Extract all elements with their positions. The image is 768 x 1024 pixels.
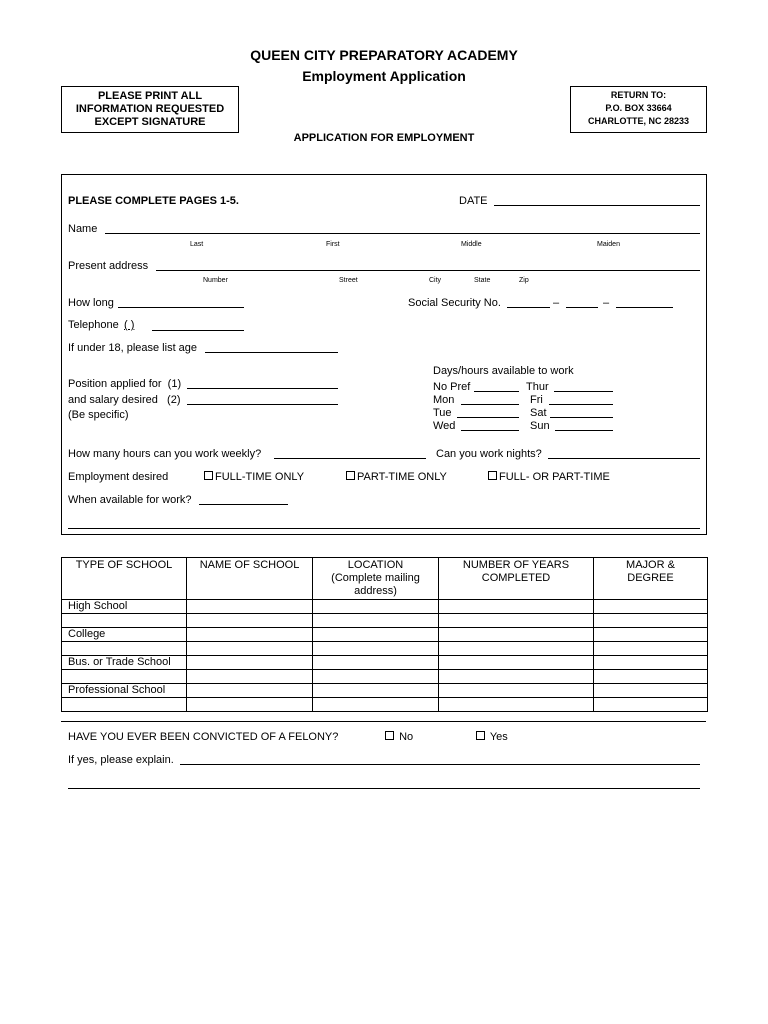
table-cell[interactable] (594, 600, 708, 614)
form-title: Employment Application (302, 68, 466, 84)
employment-desired-label: Employment desired (68, 471, 169, 483)
table-row (62, 698, 708, 712)
telephone-label: Telephone (68, 319, 119, 331)
under-18-label: If under 18, please list age (68, 342, 198, 354)
age-field[interactable] (205, 352, 338, 353)
major-degree-header: MAJOR & DEGREE (594, 558, 708, 600)
application-subtitle: APPLICATION FOR EMPLOYMENT (293, 132, 475, 144)
day-hours-field[interactable] (474, 391, 519, 392)
day-hours-field[interactable] (550, 417, 613, 418)
section-divider (61, 721, 706, 722)
name-label: Name (68, 223, 98, 235)
address-part-label: State (474, 277, 491, 284)
table-row (62, 642, 708, 656)
checkbox-icon (476, 731, 485, 740)
years-completed-header: NUMBER OF YEARS COMPLETED (439, 558, 594, 600)
table-cell[interactable] (187, 670, 313, 684)
table-cell[interactable] (439, 642, 594, 656)
table-cell[interactable] (313, 684, 439, 698)
table-cell[interactable] (187, 628, 313, 642)
address-label: Present address (68, 260, 149, 272)
felony-explain-field-2[interactable] (68, 788, 700, 789)
table-cell[interactable] (439, 656, 594, 670)
table-cell[interactable] (313, 670, 439, 684)
table-cell[interactable] (594, 628, 708, 642)
name-of-school-header: NAME OF SCHOOL (187, 558, 313, 600)
print-notice-box (61, 86, 239, 133)
felony-yes-label: Yes (489, 731, 508, 743)
telephone-field[interactable] (152, 330, 244, 331)
name-part-label: Middle (461, 241, 482, 248)
day-label: Sat (530, 407, 547, 419)
ssn-field-3[interactable] (616, 307, 673, 308)
extra-info-line[interactable] (68, 528, 700, 529)
part-time-label: PART-TIME ONLY (357, 471, 447, 483)
name-part-label: Last (190, 241, 204, 248)
table-cell[interactable] (187, 614, 313, 628)
school-type-cell: Professional School (62, 684, 187, 698)
table-cell[interactable] (594, 698, 708, 712)
school-type-cell (62, 698, 187, 712)
day-label: Tue (433, 407, 452, 419)
school-type-cell (62, 642, 187, 656)
print-notice-line: EXCEPT SIGNATURE (94, 116, 206, 128)
name-part-label: Maiden (597, 241, 620, 248)
table-row (62, 670, 708, 684)
checkbox-icon (346, 471, 355, 480)
address-part-label: Street (339, 277, 358, 284)
table-row (62, 656, 708, 670)
nights-label: Can you work nights? (436, 448, 542, 460)
full-time-label: FULL-TIME ONLY (215, 471, 305, 483)
full-or-part-time-option[interactable] (488, 471, 610, 483)
table-row (62, 628, 708, 642)
be-specific-note: (Be specific) (68, 409, 129, 421)
school-type-cell (62, 614, 187, 628)
felony-explain-label: If yes, please explain. (68, 754, 174, 766)
school-type-cell: College (62, 628, 187, 642)
table-cell[interactable] (439, 670, 594, 684)
checkbox-icon (488, 471, 497, 480)
table-cell[interactable] (439, 600, 594, 614)
ssn-field-1[interactable] (507, 307, 550, 308)
school-type-cell: High School (62, 600, 187, 614)
print-notice-line: PLEASE PRINT ALL (97, 90, 203, 102)
table-cell[interactable] (439, 614, 594, 628)
salary-label: and salary desired (2) (68, 394, 181, 406)
table-cell[interactable] (594, 656, 708, 670)
felony-question: HAVE YOU EVER BEEN CONVICTED OF A FELONY? (68, 731, 339, 743)
school-type-cell: Bus. or Trade School (62, 656, 187, 670)
table-cell[interactable] (313, 614, 439, 628)
table-cell[interactable] (439, 698, 594, 712)
name-field[interactable] (105, 233, 700, 234)
nights-field[interactable] (548, 458, 700, 459)
school-type-cell (62, 670, 187, 684)
date-label: DATE (459, 195, 488, 207)
table-row (62, 614, 708, 628)
day-hours-field[interactable] (555, 430, 613, 431)
hours-weekly-field[interactable] (274, 458, 426, 459)
felony-yes-option[interactable] (476, 731, 508, 743)
telephone-area-code[interactable]: ( ) (124, 319, 135, 331)
return-to-label: RETURN TO: (610, 90, 667, 100)
how-long-field[interactable] (118, 307, 244, 308)
day-hours-field[interactable] (461, 430, 519, 431)
ssn-label: Social Security No. (408, 297, 501, 309)
full-or-part-time-label: FULL- OR PART-TIME (499, 471, 610, 483)
day-label: Wed (433, 420, 456, 432)
table-row (62, 684, 708, 698)
table-cell[interactable] (187, 642, 313, 656)
position-field-2[interactable] (187, 404, 338, 405)
felony-explain-field[interactable] (180, 764, 700, 765)
school-name: QUEEN CITY PREPARATORY ACADEMY (250, 47, 518, 63)
address-field[interactable] (156, 270, 700, 271)
location-header: LOCATION (Complete mailing address) (313, 558, 439, 600)
table-cell[interactable] (594, 642, 708, 656)
name-part-label: First (326, 241, 340, 248)
address-part-label: Number (203, 277, 228, 284)
position-field-1[interactable] (187, 388, 338, 389)
table-cell[interactable] (187, 698, 313, 712)
when-available-label: When available for work? (68, 494, 192, 506)
day-hours-field[interactable] (457, 417, 519, 418)
table-cell[interactable] (439, 628, 594, 642)
print-notice-line: INFORMATION REQUESTED (75, 103, 225, 115)
checkbox-icon (385, 731, 394, 740)
table-cell[interactable] (594, 614, 708, 628)
table-row (62, 600, 708, 614)
table-cell[interactable] (187, 600, 313, 614)
felony-no-option[interactable] (385, 731, 413, 743)
day-label: No Pref (433, 381, 471, 393)
days-hours-label: Days/hours available to work (433, 365, 574, 377)
checkbox-icon (204, 471, 213, 480)
return-to-box (570, 86, 707, 133)
table-cell[interactable] (313, 642, 439, 656)
ssn-field-2[interactable] (566, 307, 598, 308)
part-time-option[interactable] (346, 471, 447, 483)
complete-pages-instruction: PLEASE COMPLETE PAGES 1-5. (68, 195, 239, 207)
hours-weekly-label: How many hours can you work weekly? (68, 448, 262, 460)
day-label: Thur (526, 381, 549, 393)
day-label: Sun (530, 420, 550, 432)
position-label: Position applied for (1) (68, 378, 182, 390)
table-cell[interactable] (187, 684, 313, 698)
return-address-line: P.O. BOX 33664 (605, 103, 672, 113)
address-part-label: Zip (519, 277, 529, 284)
table-cell[interactable] (313, 600, 439, 614)
address-part-label: City (429, 277, 442, 284)
table-cell[interactable] (313, 698, 439, 712)
table-cell[interactable] (313, 656, 439, 670)
day-label: Mon (433, 394, 455, 406)
when-available-field[interactable] (199, 504, 288, 505)
day-label: Fri (530, 394, 543, 406)
day-hours-field[interactable] (554, 391, 613, 392)
felony-no-label: No (399, 731, 414, 743)
type-of-school-header: TYPE OF SCHOOL (62, 558, 187, 600)
day-hours-field[interactable] (461, 404, 519, 405)
table-header-row (62, 558, 708, 600)
table-cell[interactable] (313, 628, 439, 642)
date-field[interactable] (494, 205, 700, 206)
table-cell[interactable] (594, 670, 708, 684)
how-long-label: How long (68, 297, 114, 309)
full-time-option[interactable] (204, 471, 304, 483)
ssn-dash: – (553, 297, 560, 309)
day-hours-field[interactable] (549, 404, 613, 405)
education-table (61, 557, 708, 712)
return-address-line: CHARLOTTE, NC 28233 (587, 116, 690, 126)
table-cell[interactable] (594, 684, 708, 698)
table-cell[interactable] (187, 656, 313, 670)
ssn-dash: – (603, 297, 610, 309)
table-cell[interactable] (439, 684, 594, 698)
